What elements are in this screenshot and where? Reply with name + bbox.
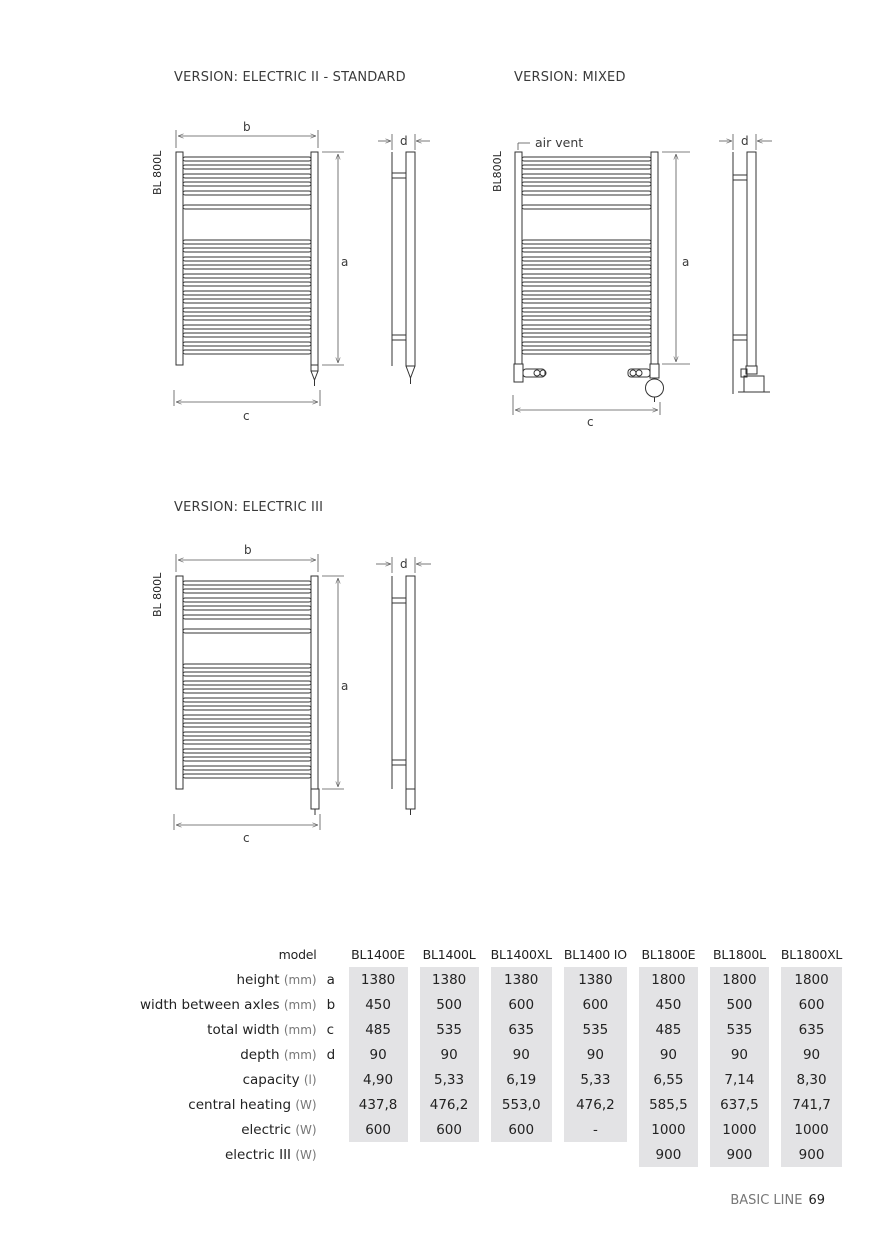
table-cell: 635 [491, 1017, 552, 1042]
table-cell: 1800 [710, 967, 769, 992]
table-cell: 600 [420, 1117, 479, 1142]
table-cell: 450 [349, 992, 408, 1017]
table-cell: 4,90 [349, 1067, 408, 1092]
table-cell: 450 [639, 992, 698, 1017]
table-row [140, 1117, 842, 1142]
table-cell: 900 [639, 1142, 698, 1167]
dim-d-label: d [400, 134, 408, 148]
table-cell: 90 [564, 1042, 627, 1067]
section-title-mixed: VERSION: MIXED [514, 70, 626, 85]
row-unit: (l) [303, 1072, 317, 1087]
row-unit: (mm) [283, 997, 317, 1012]
table-cell: 6,19 [491, 1067, 552, 1092]
table-cell: 7,14 [710, 1067, 769, 1092]
table-row [140, 1142, 842, 1167]
row-label [140, 992, 327, 1017]
row-axis: b [326, 996, 336, 1013]
standard-side-view [392, 152, 415, 384]
table-cell: 635 [781, 1017, 842, 1042]
row-unit: (W) [295, 1122, 317, 1137]
table-cell: 1000 [639, 1117, 698, 1142]
row-label [140, 967, 327, 992]
section-title-electric-iii: VERSION: ELECTRIC III [174, 500, 324, 515]
dim-d-label-e3: d [400, 557, 408, 571]
table-cell [491, 1142, 552, 1167]
row-axis [327, 1142, 349, 1167]
table-cell: 485 [639, 1017, 698, 1042]
table-cell: 600 [781, 992, 842, 1017]
air-vent-label: air vent [535, 135, 584, 150]
spec-table [140, 942, 842, 1167]
model-label-standard: BL 800L [151, 150, 164, 195]
table-cell: 1800 [639, 967, 698, 992]
table-cell: 741,7 [781, 1092, 842, 1117]
row-label [140, 1117, 327, 1142]
page-footer [730, 1193, 825, 1208]
table-row [140, 992, 842, 1017]
electric-iii-side-view [392, 576, 415, 815]
model-label-electric-iii: BL 800L [151, 572, 164, 617]
table-cell: 600 [564, 992, 627, 1017]
table-cell: 437,8 [349, 1092, 408, 1117]
row-label-text: electric [241, 1121, 292, 1138]
footer-section: BASIC LINE [730, 1193, 803, 1208]
table-cell: 1380 [564, 967, 627, 992]
standard-front-view [176, 152, 318, 386]
dim-b-label-e3: b [244, 543, 252, 557]
table-cell [564, 1142, 627, 1167]
row-unit: (W) [295, 1097, 317, 1112]
row-axis [327, 1067, 349, 1092]
table-header-row [140, 942, 842, 967]
table-cell: 500 [420, 992, 479, 1017]
row-axis [327, 1092, 349, 1117]
table-cell: 553,0 [491, 1092, 552, 1117]
model-col-2: BL1400L [422, 947, 476, 962]
model-label-mixed: BL800L [491, 151, 504, 192]
row-axis: c [326, 1021, 335, 1038]
table-cell: 535 [564, 1017, 627, 1042]
table-cell: 476,2 [420, 1092, 479, 1117]
table-cell: 1380 [420, 967, 479, 992]
model-col-4: BL1400 IO [563, 947, 627, 962]
table-cell: 585,5 [639, 1092, 698, 1117]
table-cell: - [564, 1117, 627, 1142]
table-cell: 637,5 [710, 1092, 769, 1117]
table-cell [420, 1142, 479, 1167]
row-label-text: capacity [242, 1071, 300, 1088]
row-label-text: central heating [188, 1096, 292, 1113]
table-cell: 90 [349, 1042, 408, 1067]
dim-a-label-mixed: a [682, 255, 690, 269]
table-cell: 90 [420, 1042, 479, 1067]
electric-iii-front-view [176, 576, 319, 815]
dim-c-label-e3: c [243, 831, 250, 845]
mixed-front-view [514, 152, 664, 402]
row-axis: a [326, 971, 335, 988]
table-cell: 1000 [781, 1117, 842, 1142]
model-col-6: BL1800L [712, 947, 766, 962]
table-cell [349, 1142, 408, 1167]
table-row [140, 1092, 842, 1117]
table-cell: 1800 [781, 967, 842, 992]
row-label-text: height [236, 971, 280, 988]
table-cell: 485 [349, 1017, 408, 1042]
table-cell: 500 [710, 992, 769, 1017]
row-axis [327, 1117, 349, 1142]
dim-b-label: b [243, 120, 251, 134]
dim-c-label-mixed: c [587, 415, 594, 429]
model-col-5: BL1800E [641, 947, 696, 962]
table-cell: 5,33 [420, 1067, 479, 1092]
row-label-text: total width [207, 1021, 280, 1038]
table-cell: 6,55 [639, 1067, 698, 1092]
dim-a-label: a [341, 255, 349, 269]
table-cell: 600 [491, 992, 552, 1017]
row-label-text: electric III [225, 1146, 292, 1163]
page-number: 69 [808, 1193, 825, 1208]
model-col-3: BL1400XL [490, 947, 552, 962]
header-label: model [278, 947, 317, 962]
table-cell: 5,33 [564, 1067, 627, 1092]
row-label [140, 1017, 327, 1042]
dim-a-label-e3: a [341, 679, 349, 693]
table-cell: 900 [781, 1142, 842, 1167]
table-cell: 535 [710, 1017, 769, 1042]
row-unit: (mm) [283, 1022, 317, 1037]
table-row [140, 1067, 842, 1092]
table-cell: 476,2 [564, 1092, 627, 1117]
table-cell: 1380 [491, 967, 552, 992]
row-label-text: width between axles [140, 996, 280, 1013]
row-label-text: depth [240, 1046, 280, 1063]
row-label [140, 1042, 327, 1067]
table-row [140, 1017, 842, 1042]
table-cell: 535 [420, 1017, 479, 1042]
row-unit: (W) [295, 1147, 317, 1162]
table-cell: 1000 [710, 1117, 769, 1142]
table-row [140, 967, 842, 992]
table-cell: 90 [491, 1042, 552, 1067]
table-cell: 8,30 [781, 1067, 842, 1092]
row-label [140, 1142, 327, 1167]
dim-c-label: c [243, 409, 250, 423]
table-cell: 90 [710, 1042, 769, 1067]
table-cell: 600 [349, 1117, 408, 1142]
row-unit: (mm) [283, 1047, 317, 1062]
dim-d-label-mixed: d [741, 134, 749, 148]
row-unit: (mm) [283, 972, 317, 987]
table-row [140, 1042, 842, 1067]
model-col-7: BL1800XL [780, 947, 843, 962]
table-cell: 90 [781, 1042, 842, 1067]
row-label [140, 1092, 327, 1117]
row-axis: d [326, 1046, 336, 1063]
table-cell: 900 [710, 1142, 769, 1167]
section-title-electric-ii: VERSION: ELECTRIC II - STANDARD [174, 70, 406, 85]
mixed-side-view [733, 152, 770, 394]
row-label [140, 1067, 327, 1092]
table-cell: 1380 [349, 967, 408, 992]
table-cell: 90 [639, 1042, 698, 1067]
table-cell: 600 [491, 1117, 552, 1142]
model-col-1: BL1400E [351, 947, 405, 962]
